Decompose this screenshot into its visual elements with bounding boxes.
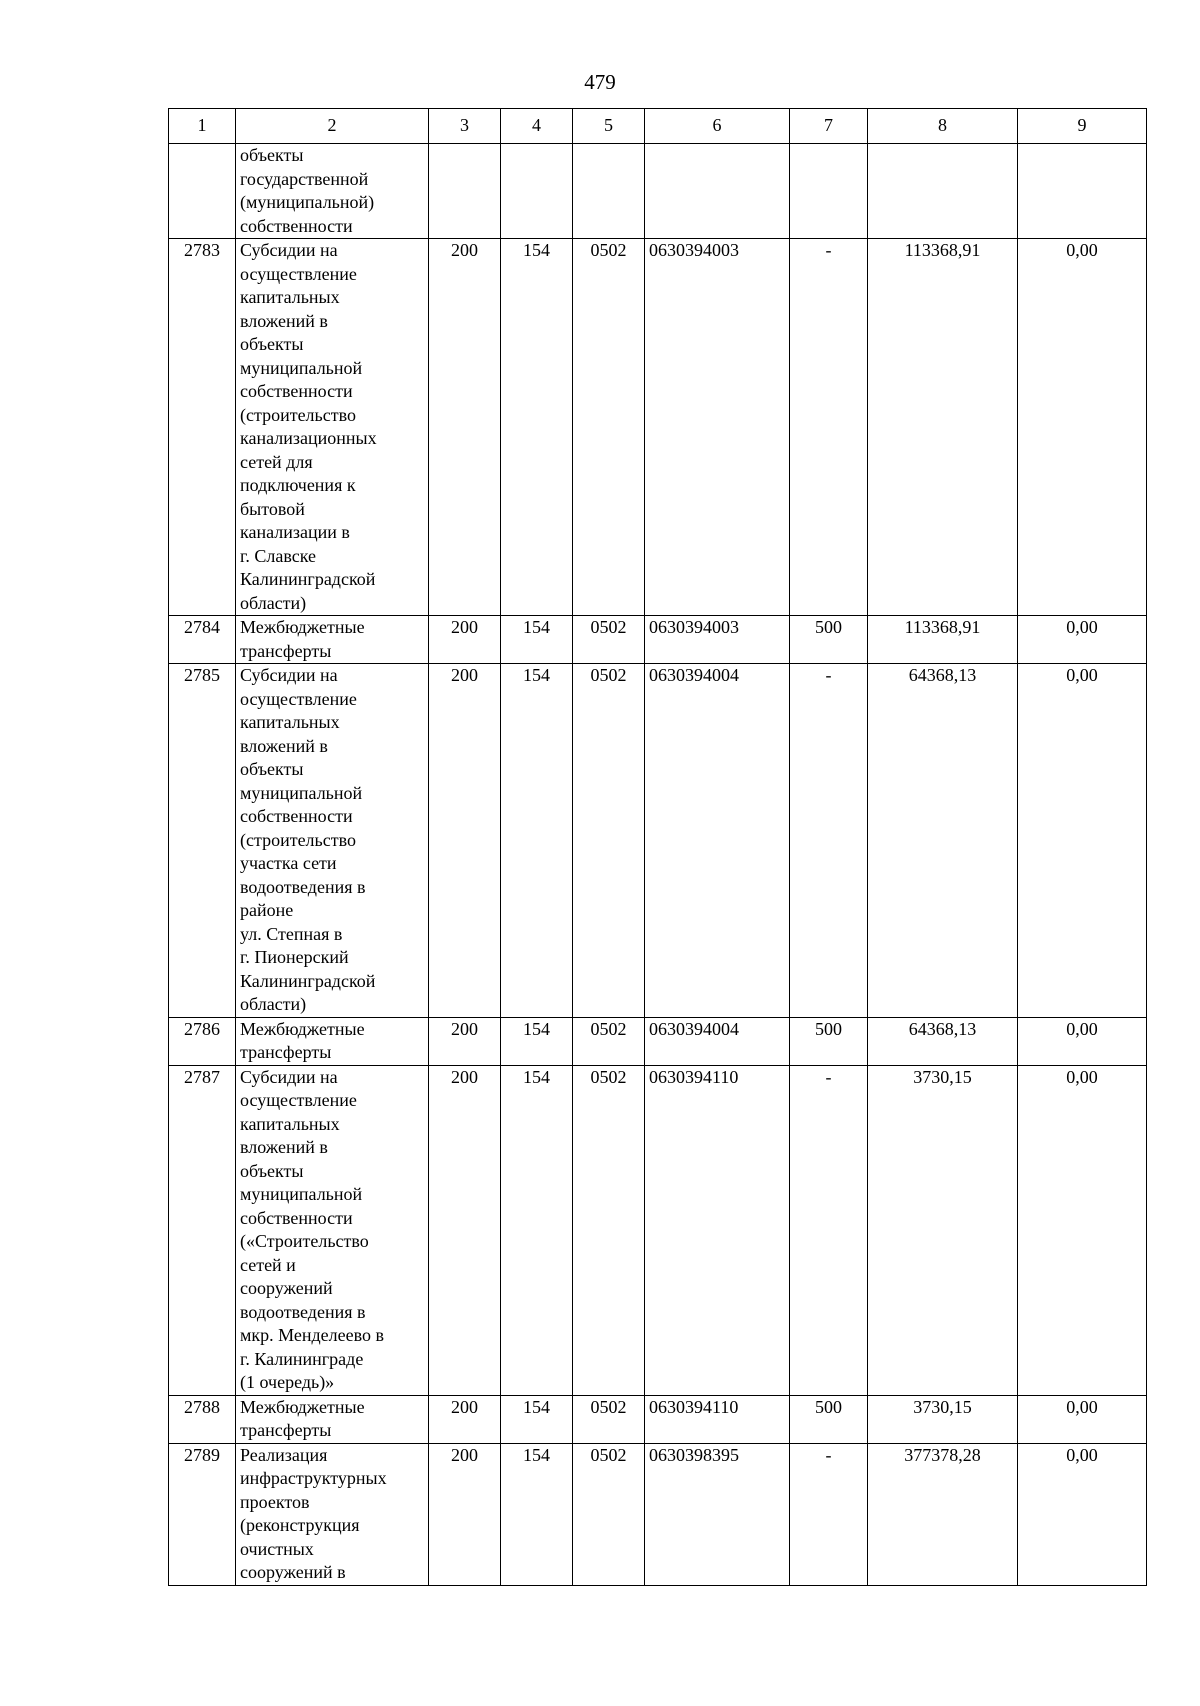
- row-name: Субсидии на осуществление капитальных вложений в объекты муниципальной собственности (строительство участка сети водоотведения в районе ул. Степная в г. Пионерский Калининградской области): [236, 664, 429, 1018]
- row-col4: 154: [501, 1065, 573, 1395]
- row-number: [169, 144, 236, 239]
- row-name: Межбюджетные трансферты: [236, 1395, 429, 1443]
- row-col6: 0630394110: [645, 1065, 790, 1395]
- row-col4: 154: [501, 239, 573, 616]
- col-header-6: 6: [645, 109, 790, 144]
- row-col3: 200: [429, 664, 501, 1018]
- col-header-8: 8: [868, 109, 1018, 144]
- row-col5: 0502: [573, 1017, 645, 1065]
- col-header-1: 1: [169, 109, 236, 144]
- col-header-3: 3: [429, 109, 501, 144]
- row-col7: -: [790, 664, 868, 1018]
- table-row: [169, 239, 1147, 616]
- row-name: объекты государственной (муниципальной) собственности: [236, 144, 429, 239]
- row-col3: 200: [429, 1017, 501, 1065]
- col-header-7: 7: [790, 109, 868, 144]
- row-col6: 0630394110: [645, 1395, 790, 1443]
- row-col7: [790, 144, 868, 239]
- row-col4: 154: [501, 664, 573, 1018]
- col-header-5: 5: [573, 109, 645, 144]
- row-col5: 0502: [573, 664, 645, 1018]
- row-col7: 500: [790, 1017, 868, 1065]
- table-row: [169, 616, 1147, 664]
- row-col9: 0,00: [1018, 239, 1147, 616]
- row-col9: 0,00: [1018, 664, 1147, 1018]
- row-name: Субсидии на осуществление капитальных вложений в объекты муниципальной собственности (строительство канализационных сетей для подключения к бытовой канализации в г. Славске Калининградской области): [236, 239, 429, 616]
- row-col9: 0,00: [1018, 616, 1147, 664]
- row-col4: 154: [501, 1017, 573, 1065]
- row-col3: 200: [429, 1065, 501, 1395]
- budget-table: [168, 108, 1147, 1586]
- row-col4: 154: [501, 616, 573, 664]
- row-number: 2784: [169, 616, 236, 664]
- row-col8: 64368,13: [868, 1017, 1018, 1065]
- table-row: [169, 1017, 1147, 1065]
- row-col9: [1018, 144, 1147, 239]
- page-number: 479: [584, 70, 616, 94]
- row-col9: 0,00: [1018, 1017, 1147, 1065]
- table-row: [169, 1395, 1147, 1443]
- row-number: 2786: [169, 1017, 236, 1065]
- row-col8: 3730,15: [868, 1395, 1018, 1443]
- row-col7: 500: [790, 1395, 868, 1443]
- row-col3: [429, 144, 501, 239]
- row-col6: 0630394003: [645, 239, 790, 616]
- row-col5: 0502: [573, 1065, 645, 1395]
- row-col7: -: [790, 239, 868, 616]
- table-row: [169, 144, 1147, 239]
- row-col6: 0630394004: [645, 664, 790, 1018]
- row-number: 2787: [169, 1065, 236, 1395]
- table-row: [169, 664, 1147, 1018]
- row-col5: 0502: [573, 1443, 645, 1585]
- row-col8: 377378,28: [868, 1443, 1018, 1585]
- row-number: 2789: [169, 1443, 236, 1585]
- row-col8: 64368,13: [868, 664, 1018, 1018]
- row-col8: [868, 144, 1018, 239]
- col-header-2: 2: [236, 109, 429, 144]
- row-col7: -: [790, 1443, 868, 1585]
- row-col4: [501, 144, 573, 239]
- row-name: Реализация инфраструктурных проектов (реконструкция очистных сооружений в: [236, 1443, 429, 1585]
- row-col5: 0502: [573, 616, 645, 664]
- row-col9: 0,00: [1018, 1395, 1147, 1443]
- row-col8: 113368,91: [868, 616, 1018, 664]
- row-col6: 0630398395: [645, 1443, 790, 1585]
- row-col3: 200: [429, 616, 501, 664]
- row-number: 2785: [169, 664, 236, 1018]
- row-col5: 0502: [573, 1395, 645, 1443]
- col-header-9: 9: [1018, 109, 1147, 144]
- row-col4: 154: [501, 1443, 573, 1585]
- row-col8: 113368,91: [868, 239, 1018, 616]
- row-col7: 500: [790, 616, 868, 664]
- row-col4: 154: [501, 1395, 573, 1443]
- row-col9: 0,00: [1018, 1443, 1147, 1585]
- row-number: 2788: [169, 1395, 236, 1443]
- row-col3: 200: [429, 1395, 501, 1443]
- row-col3: 200: [429, 1443, 501, 1585]
- row-name: Межбюджетные трансферты: [236, 1017, 429, 1065]
- row-col5: 0502: [573, 239, 645, 616]
- row-col5: [573, 144, 645, 239]
- row-col8: 3730,15: [868, 1065, 1018, 1395]
- row-col6: [645, 144, 790, 239]
- table-row: [169, 1443, 1147, 1585]
- row-col6: 0630394003: [645, 616, 790, 664]
- row-name: Межбюджетные трансферты: [236, 616, 429, 664]
- row-number: 2783: [169, 239, 236, 616]
- row-name: Субсидии на осуществление капитальных вложений в объекты муниципальной собственности («Строительство сетей и сооружений водоотведения в мкр. Менделеево в г. Калининграде (1 очередь)»: [236, 1065, 429, 1395]
- row-col6: 0630394004: [645, 1017, 790, 1065]
- row-col7: -: [790, 1065, 868, 1395]
- row-col9: 0,00: [1018, 1065, 1147, 1395]
- header-row: [169, 109, 1147, 144]
- col-header-4: 4: [501, 109, 573, 144]
- table-row: [169, 1065, 1147, 1395]
- row-col3: 200: [429, 239, 501, 616]
